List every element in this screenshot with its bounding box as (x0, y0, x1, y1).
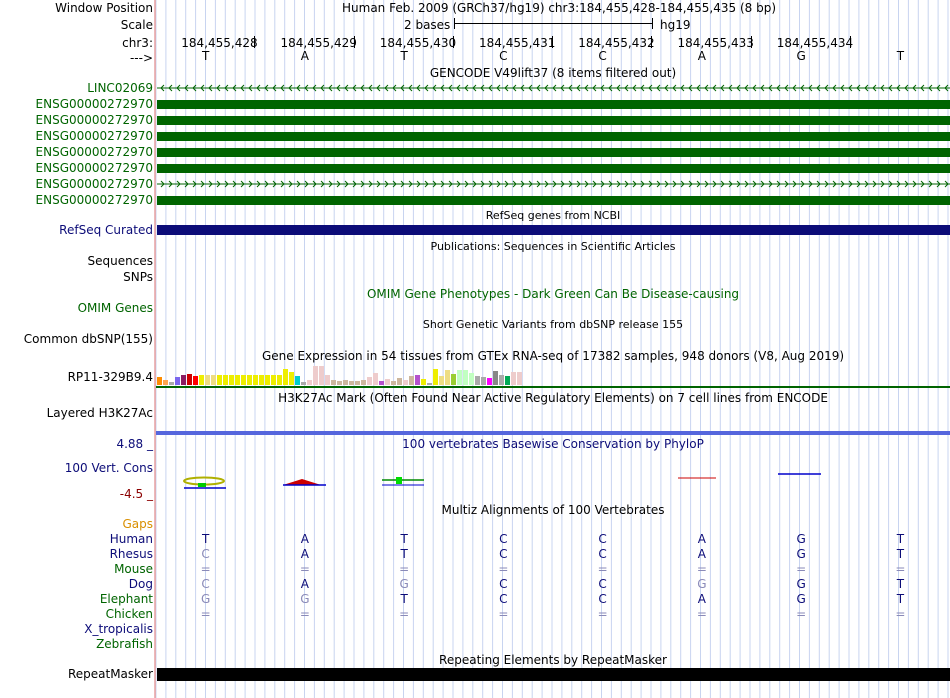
species-base: = (696, 562, 707, 576)
species-base: A (697, 532, 706, 546)
scale-bar-right-tick (652, 18, 653, 29)
refseq-track-title[interactable]: RefSeq genes from NCBI (485, 209, 621, 222)
phylop-track-label[interactable]: 100 Vert. Cons (64, 461, 153, 475)
gencode-track-label[interactable]: ENSG00000272970 (35, 97, 153, 111)
species-base: A (300, 547, 309, 561)
species-base: G (796, 547, 806, 561)
h3k27ac-track-label[interactable]: Layered H3K27Ac (46, 406, 153, 420)
multiz-track-title[interactable]: Multiz Alignments of 100 Vertebrates (441, 503, 665, 517)
gencode-intron-line[interactable] (157, 83, 950, 93)
gencode-exon-bar[interactable] (157, 164, 950, 173)
base-letter: T (400, 49, 408, 63)
species-base: A (697, 592, 706, 606)
species-base: = (796, 607, 807, 621)
chrom-label: chr3: (122, 36, 153, 50)
species-label[interactable]: Mouse (114, 562, 153, 576)
species-base: = (200, 562, 211, 576)
strand-label: ---> (129, 51, 153, 65)
species-base: = (299, 562, 310, 576)
species-base: = (498, 562, 509, 576)
species-base: T (896, 577, 905, 591)
base-letter: A (697, 49, 706, 63)
coordinate-label: 184,455,431 (479, 36, 556, 50)
species-base: A (697, 547, 706, 561)
scale-text: 2 bases (404, 18, 451, 32)
coordinate-label: 184,455,429 (280, 36, 357, 50)
refseq-gene-bar[interactable] (157, 225, 950, 235)
species-base: G (796, 577, 806, 591)
species-base: G (200, 592, 211, 606)
gencode-track-label[interactable]: ENSG00000272970 (35, 193, 153, 207)
gencode-intron-line[interactable] (157, 179, 950, 189)
scale-db: hg19 (660, 18, 691, 32)
base-letter: T (896, 49, 905, 63)
species-base: = (597, 607, 608, 621)
species-base: = (796, 562, 807, 576)
window-position-label: Window Position (55, 1, 153, 15)
phylop-min-label: -4.5 _ (119, 487, 153, 501)
gtex-expression-bars[interactable] (156, 364, 536, 386)
dbsnp-track-title[interactable]: Short Genetic Variants from dbSNP release 155 (422, 318, 684, 331)
omim-track-title[interactable]: OMIM Gene Phenotypes - Dark Green Can Be Disease-causing (366, 287, 740, 301)
species-label[interactable]: Human (109, 532, 153, 546)
gtex-track-label[interactable]: RP11-329B9.4 (67, 370, 153, 384)
coordinate-label: 184,455,432 (578, 36, 655, 50)
h3k27ac-signal-line (156, 431, 950, 435)
gencode-track-label[interactable]: ENSG00000272970 (35, 113, 153, 127)
species-label[interactable]: Zebrafish (96, 637, 153, 651)
species-base: = (498, 607, 509, 621)
base-letter: G (796, 49, 806, 63)
scale-label: Scale (120, 18, 153, 32)
coordinate-label: 184,455,430 (379, 36, 457, 50)
refseq-track-label[interactable]: RefSeq Curated (59, 223, 153, 237)
repeatmasker-track-label[interactable]: RepeatMasker (67, 667, 153, 681)
gencode-track-label[interactable]: ENSG00000272970 (35, 177, 153, 191)
species-label[interactable]: Dog (128, 577, 153, 591)
phylop-logo-glyphs (156, 470, 950, 494)
species-base: A (300, 532, 309, 546)
repeatmasker-bar[interactable] (157, 668, 950, 681)
coordinate-label: 184,455,434 (776, 36, 854, 50)
repeatmasker-track-title[interactable]: Repeating Elements by RepeatMasker (439, 653, 667, 667)
dbsnp-track-label[interactable]: Common dbSNP(155) (23, 332, 153, 346)
species-base: = (200, 607, 211, 621)
phylop-track-title[interactable]: 100 vertebrates Basewise Conservation by PhyloP (402, 437, 704, 451)
species-base: = (895, 607, 906, 621)
species-base: G (796, 592, 806, 606)
snps-label[interactable]: SNPs (123, 270, 153, 284)
species-base: T (400, 592, 408, 606)
species-label[interactable]: Rhesus (109, 547, 153, 561)
omim-track-label[interactable]: OMIM Genes (77, 301, 153, 315)
gencode-track-label[interactable]: ENSG00000272970 (35, 161, 153, 175)
species-base: C (598, 592, 607, 606)
species-base: T (400, 532, 408, 546)
assembly-position-text: Human Feb. 2009 (GRCh37/hg19) chr3:184,455,428-184,455,435 (8 bp) (342, 1, 777, 15)
gaps-label: Gaps (122, 517, 153, 531)
species-base: C (201, 547, 210, 561)
coordinate-label: 184,455,433 (677, 36, 754, 50)
species-base: T (896, 592, 905, 606)
coordinate-label: 184,455,428 (181, 36, 258, 50)
species-base: C (499, 547, 508, 561)
gencode-track-label[interactable]: ENSG00000272970 (35, 145, 153, 159)
species-base: G (796, 532, 806, 546)
species-base: C (598, 532, 607, 546)
gencode-exon-bar[interactable] (157, 196, 950, 205)
gencode-track-title[interactable]: GENCODE V49lift37 (8 items filtered out) (429, 66, 677, 80)
base-letter: C (598, 49, 607, 63)
gencode-exon-bar[interactable] (157, 100, 950, 109)
gtex-track-title[interactable]: Gene Expression in 54 tissues from GTEx RNA-seq of 17382 samples, 948 donors (V8, Aug 2019) (261, 349, 845, 363)
species-base: C (598, 547, 607, 561)
species-base: A (300, 577, 309, 591)
species-base: = (895, 562, 906, 576)
species-base: T (400, 547, 408, 561)
base-letter: A (300, 49, 309, 63)
species-base: C (499, 532, 508, 546)
scale-bar-left-tick (454, 18, 455, 29)
species-base: = (597, 562, 608, 576)
species-base: G (697, 577, 707, 591)
species-base: C (499, 577, 508, 591)
gencode-exon-bar[interactable] (157, 148, 950, 157)
species-base: G (399, 577, 409, 591)
species-base: G (300, 592, 310, 606)
species-base: T (896, 532, 905, 546)
phylop-max-label: 4.88 _ (116, 437, 153, 451)
gencode-track-label[interactable]: ENSG00000272970 (35, 129, 153, 143)
species-base: T (896, 547, 905, 561)
gencode-exon-bar[interactable] (157, 116, 950, 125)
publications-track-title[interactable]: Publications: Sequences in Scientific Articles (430, 240, 676, 253)
gencode-exon-bar[interactable] (157, 132, 950, 141)
scale-bar (454, 23, 652, 24)
base-letter: T (201, 49, 210, 63)
species-label[interactable]: X_tropicalis (84, 622, 153, 636)
sequences-label[interactable]: Sequences (87, 254, 153, 268)
gencode-track-label[interactable]: LINC02069 (87, 81, 153, 95)
species-base: C (201, 577, 210, 591)
species-base: = (299, 607, 310, 621)
base-letter: C (499, 49, 508, 63)
species-base: T (201, 532, 210, 546)
species-label[interactable]: Chicken (105, 607, 153, 621)
species-base: = (399, 607, 410, 621)
species-base: C (499, 592, 508, 606)
h3k27ac-track-title[interactable]: H3K27Ac Mark (Often Found Near Active Regulatory Elements) on 7 cell lines from ENCODE (278, 391, 828, 405)
species-label[interactable]: Elephant (99, 592, 153, 606)
species-base: C (598, 577, 607, 591)
gtex-baseline (156, 386, 950, 388)
species-base: = (696, 607, 707, 621)
species-base: = (399, 562, 410, 576)
